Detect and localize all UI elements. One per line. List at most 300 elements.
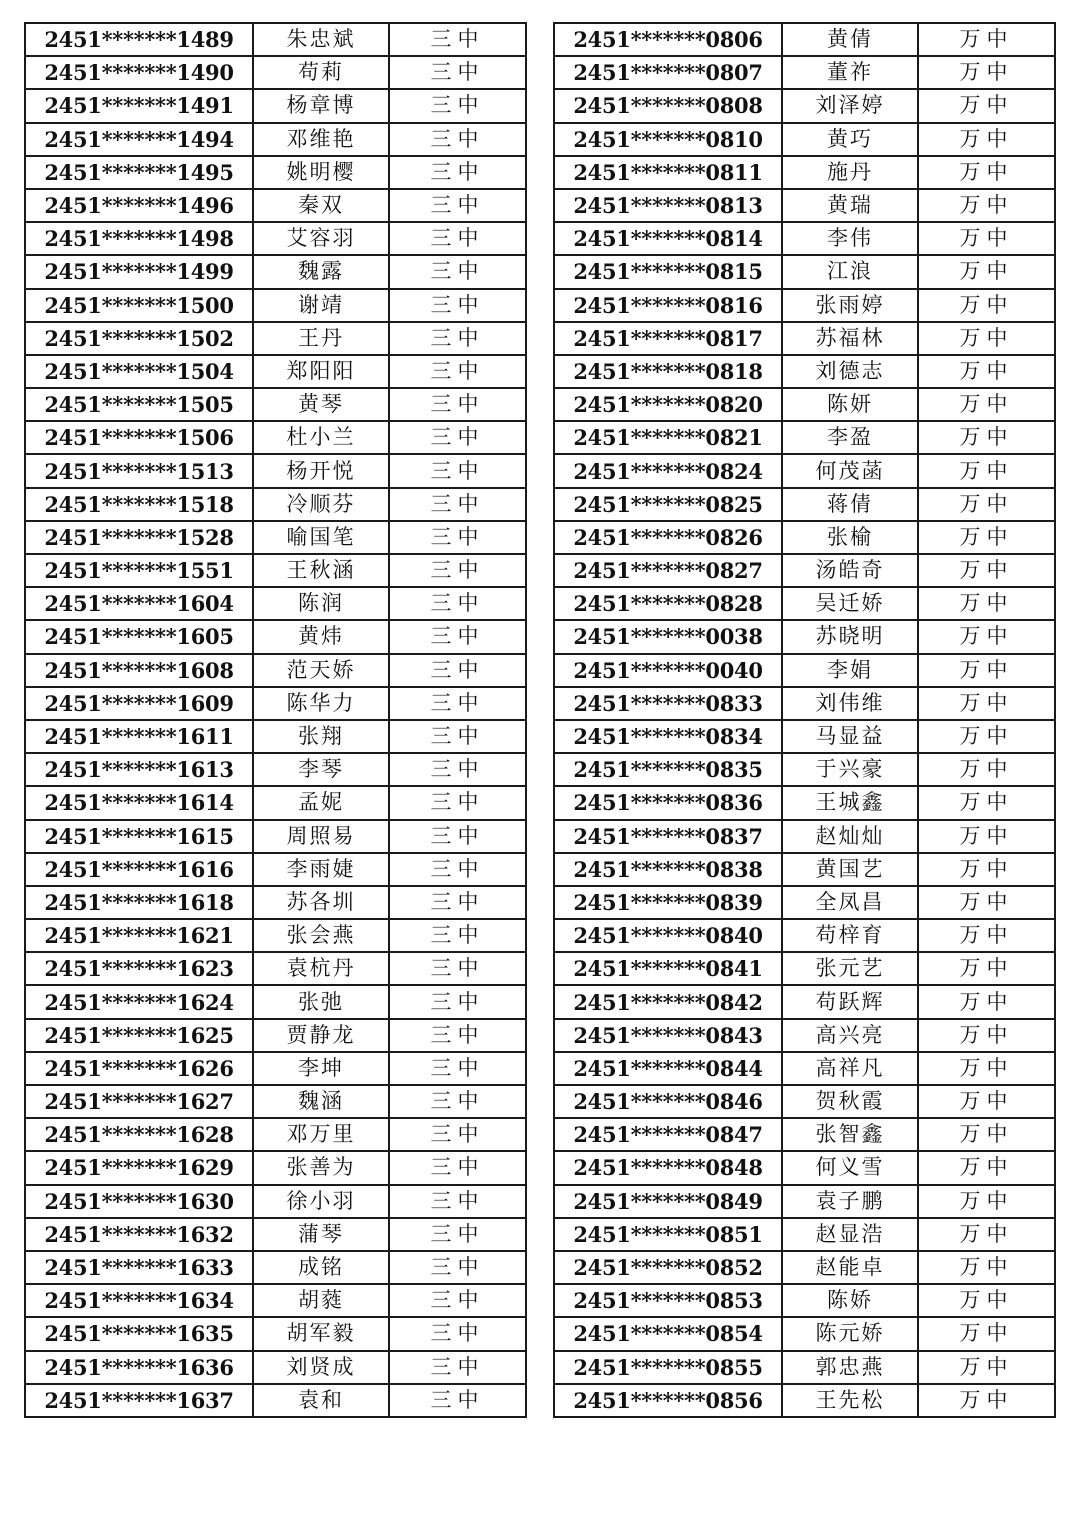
student-name-cell: 李娟 bbox=[782, 654, 918, 687]
exam-id-cell: 2451*******0838 bbox=[554, 853, 782, 886]
school-cell: 万中 bbox=[918, 23, 1055, 56]
exam-id-cell: 2451*******0821 bbox=[554, 421, 782, 454]
table-row bbox=[25, 753, 526, 786]
school-cell: 三中 bbox=[389, 820, 526, 853]
student-name-cell: 黄瑞 bbox=[782, 189, 918, 222]
table-row bbox=[554, 454, 1055, 487]
school-cell: 三中 bbox=[389, 1251, 526, 1284]
school-cell: 万中 bbox=[918, 289, 1055, 322]
exam-id-cell: 2451*******0835 bbox=[554, 753, 782, 786]
student-name-cell: 谢靖 bbox=[253, 289, 389, 322]
student-name-cell: 张雨婷 bbox=[782, 289, 918, 322]
exam-id-cell: 2451*******0856 bbox=[554, 1384, 782, 1417]
table-row bbox=[554, 56, 1055, 89]
student-name-cell: 吴迁娇 bbox=[782, 587, 918, 620]
student-name-cell: 张善为 bbox=[253, 1151, 389, 1184]
school-cell: 万中 bbox=[918, 720, 1055, 753]
exam-id-cell: 2451*******0810 bbox=[554, 123, 782, 156]
table-row bbox=[25, 1284, 526, 1317]
table-row bbox=[554, 786, 1055, 819]
school-cell: 万中 bbox=[918, 1118, 1055, 1151]
school-cell: 万中 bbox=[918, 554, 1055, 587]
table-row bbox=[25, 886, 526, 919]
school-cell: 万中 bbox=[918, 853, 1055, 886]
table-row bbox=[554, 886, 1055, 919]
student-name-cell: 郭忠燕 bbox=[782, 1351, 918, 1384]
table-row bbox=[554, 587, 1055, 620]
table-row bbox=[554, 488, 1055, 521]
student-name-cell: 李伟 bbox=[782, 222, 918, 255]
table-row bbox=[554, 1185, 1055, 1218]
student-name-cell: 何茂菡 bbox=[782, 454, 918, 487]
school-cell: 三中 bbox=[389, 620, 526, 653]
student-name-cell: 高兴亮 bbox=[782, 1019, 918, 1052]
exam-id-cell: 2451*******1504 bbox=[25, 355, 253, 388]
exam-id-cell: 2451*******0855 bbox=[554, 1351, 782, 1384]
school-cell: 三中 bbox=[389, 289, 526, 322]
school-cell: 万中 bbox=[918, 919, 1055, 952]
school-cell: 三中 bbox=[389, 89, 526, 122]
exam-id-cell: 2451*******0842 bbox=[554, 985, 782, 1018]
student-name-cell: 董祚 bbox=[782, 56, 918, 89]
student-name-cell: 冷顺芬 bbox=[253, 488, 389, 521]
table-row bbox=[25, 820, 526, 853]
school-cell: 万中 bbox=[918, 222, 1055, 255]
school-cell: 三中 bbox=[389, 1384, 526, 1417]
exam-id-cell: 2451*******0827 bbox=[554, 554, 782, 587]
student-name-cell: 张元艺 bbox=[782, 952, 918, 985]
table-row bbox=[554, 521, 1055, 554]
school-cell: 三中 bbox=[389, 554, 526, 587]
school-cell: 万中 bbox=[918, 123, 1055, 156]
table-row bbox=[25, 1251, 526, 1284]
exam-id-cell: 2451*******0837 bbox=[554, 820, 782, 853]
student-name-cell: 魏涵 bbox=[253, 1085, 389, 1118]
student-name-cell: 王丹 bbox=[253, 322, 389, 355]
student-name-cell: 袁子鹏 bbox=[782, 1185, 918, 1218]
student-name-cell: 苟跃辉 bbox=[782, 985, 918, 1018]
table-row bbox=[25, 355, 526, 388]
student-name-cell: 刘贤成 bbox=[253, 1351, 389, 1384]
school-cell: 三中 bbox=[389, 1284, 526, 1317]
student-name-cell: 陈润 bbox=[253, 587, 389, 620]
student-name-cell: 朱忠斌 bbox=[253, 23, 389, 56]
table-row bbox=[25, 23, 526, 56]
school-cell: 三中 bbox=[389, 1052, 526, 1085]
student-name-cell: 刘德志 bbox=[782, 355, 918, 388]
exam-id-cell: 2451*******0817 bbox=[554, 322, 782, 355]
school-cell: 三中 bbox=[389, 1185, 526, 1218]
student-name-cell: 蒋倩 bbox=[782, 488, 918, 521]
student-name-cell: 于兴豪 bbox=[782, 753, 918, 786]
exam-id-cell: 2451*******1505 bbox=[25, 388, 253, 421]
school-cell: 万中 bbox=[918, 1085, 1055, 1118]
school-cell: 万中 bbox=[918, 521, 1055, 554]
school-cell: 三中 bbox=[389, 1218, 526, 1251]
table-row bbox=[25, 56, 526, 89]
school-cell: 三中 bbox=[389, 919, 526, 952]
student-name-cell: 张翔 bbox=[253, 720, 389, 753]
school-cell: 万中 bbox=[918, 488, 1055, 521]
table-row bbox=[554, 1151, 1055, 1184]
exam-id-cell: 2451*******0839 bbox=[554, 886, 782, 919]
table-row bbox=[25, 1317, 526, 1350]
school-cell: 万中 bbox=[918, 421, 1055, 454]
table-row bbox=[554, 289, 1055, 322]
student-name-cell: 黄炜 bbox=[253, 620, 389, 653]
school-cell: 三中 bbox=[389, 1151, 526, 1184]
exam-id-cell: 2451*******0846 bbox=[554, 1085, 782, 1118]
school-cell: 三中 bbox=[389, 488, 526, 521]
exam-id-cell: 2451*******1494 bbox=[25, 123, 253, 156]
table-row bbox=[25, 123, 526, 156]
exam-id-cell: 2451*******1489 bbox=[25, 23, 253, 56]
school-cell: 万中 bbox=[918, 1251, 1055, 1284]
student-name-cell: 孟妮 bbox=[253, 786, 389, 819]
school-cell: 三中 bbox=[389, 189, 526, 222]
table-row bbox=[554, 720, 1055, 753]
exam-id-cell: 2451*******1624 bbox=[25, 985, 253, 1018]
exam-id-cell: 2451*******1634 bbox=[25, 1284, 253, 1317]
student-name-cell: 贾静龙 bbox=[253, 1019, 389, 1052]
exam-id-cell: 2451*******0853 bbox=[554, 1284, 782, 1317]
student-name-cell: 黄倩 bbox=[782, 23, 918, 56]
school-cell: 三中 bbox=[389, 1317, 526, 1350]
student-name-cell: 范天娇 bbox=[253, 654, 389, 687]
table-row bbox=[25, 1085, 526, 1118]
right-table-body bbox=[554, 23, 1055, 1417]
table-row bbox=[554, 1284, 1055, 1317]
table-row bbox=[25, 89, 526, 122]
student-name-cell: 苏晓明 bbox=[782, 620, 918, 653]
student-name-cell: 张榆 bbox=[782, 521, 918, 554]
table-row bbox=[554, 388, 1055, 421]
table-row bbox=[554, 322, 1055, 355]
table-row bbox=[25, 222, 526, 255]
student-name-cell: 郑阳阳 bbox=[253, 355, 389, 388]
student-name-cell: 蒲琴 bbox=[253, 1218, 389, 1251]
school-cell: 三中 bbox=[389, 322, 526, 355]
student-name-cell: 马显益 bbox=[782, 720, 918, 753]
exam-id-cell: 2451*******1626 bbox=[25, 1052, 253, 1085]
student-name-cell: 江浪 bbox=[782, 255, 918, 288]
exam-id-cell: 2451*******0841 bbox=[554, 952, 782, 985]
table-row bbox=[554, 123, 1055, 156]
table-row bbox=[554, 820, 1055, 853]
table-row bbox=[25, 521, 526, 554]
exam-id-cell: 2451*******1528 bbox=[25, 521, 253, 554]
exam-id-cell: 2451*******1495 bbox=[25, 156, 253, 189]
school-cell: 三中 bbox=[389, 222, 526, 255]
exam-id-cell: 2451*******1637 bbox=[25, 1384, 253, 1417]
exam-id-cell: 2451*******1623 bbox=[25, 952, 253, 985]
table-row bbox=[25, 421, 526, 454]
student-name-cell: 王城鑫 bbox=[782, 786, 918, 819]
exam-id-cell: 2451*******1635 bbox=[25, 1317, 253, 1350]
table-row bbox=[554, 89, 1055, 122]
student-name-cell: 黄国艺 bbox=[782, 853, 918, 886]
school-cell: 三中 bbox=[389, 720, 526, 753]
school-cell: 三中 bbox=[389, 1118, 526, 1151]
table-row bbox=[554, 156, 1055, 189]
school-cell: 三中 bbox=[389, 753, 526, 786]
exam-id-cell: 2451*******1614 bbox=[25, 786, 253, 819]
table-row bbox=[25, 388, 526, 421]
exam-id-cell: 2451*******0038 bbox=[554, 620, 782, 653]
table-row bbox=[554, 1085, 1055, 1118]
school-cell: 三中 bbox=[389, 1085, 526, 1118]
student-name-cell: 高祥凡 bbox=[782, 1052, 918, 1085]
student-name-cell: 李琴 bbox=[253, 753, 389, 786]
student-name-cell: 苏福林 bbox=[782, 322, 918, 355]
table-row bbox=[554, 753, 1055, 786]
student-name-cell: 陈华力 bbox=[253, 687, 389, 720]
table-row bbox=[25, 919, 526, 952]
exam-id-cell: 2451*******1618 bbox=[25, 886, 253, 919]
table-row bbox=[554, 1251, 1055, 1284]
school-cell: 万中 bbox=[918, 189, 1055, 222]
table-row bbox=[25, 189, 526, 222]
exam-id-cell: 2451*******1608 bbox=[25, 654, 253, 687]
school-cell: 三中 bbox=[389, 421, 526, 454]
student-name-cell: 苟莉 bbox=[253, 56, 389, 89]
school-cell: 万中 bbox=[918, 1317, 1055, 1350]
exam-id-cell: 2451*******1633 bbox=[25, 1251, 253, 1284]
exam-id-cell: 2451*******1630 bbox=[25, 1185, 253, 1218]
exam-id-cell: 2451*******0833 bbox=[554, 687, 782, 720]
school-cell: 三中 bbox=[389, 56, 526, 89]
school-cell: 万中 bbox=[918, 355, 1055, 388]
exam-id-cell: 2451*******1498 bbox=[25, 222, 253, 255]
school-cell: 万中 bbox=[918, 886, 1055, 919]
table-row bbox=[25, 1019, 526, 1052]
school-cell: 万中 bbox=[918, 786, 1055, 819]
exam-id-cell: 2451*******1613 bbox=[25, 753, 253, 786]
school-cell: 万中 bbox=[918, 985, 1055, 1018]
student-name-cell: 成铭 bbox=[253, 1251, 389, 1284]
student-name-cell: 胡蕤 bbox=[253, 1284, 389, 1317]
table-row bbox=[25, 786, 526, 819]
student-name-cell: 袁杭丹 bbox=[253, 952, 389, 985]
school-cell: 万中 bbox=[918, 820, 1055, 853]
student-name-cell: 苏各圳 bbox=[253, 886, 389, 919]
student-name-cell: 邓万里 bbox=[253, 1118, 389, 1151]
table-row bbox=[25, 1118, 526, 1151]
school-cell: 万中 bbox=[918, 753, 1055, 786]
table-row bbox=[25, 1351, 526, 1384]
school-cell: 万中 bbox=[918, 1351, 1055, 1384]
table-row bbox=[25, 853, 526, 886]
exam-id-cell: 2451*******0843 bbox=[554, 1019, 782, 1052]
table-row bbox=[25, 1185, 526, 1218]
table-row bbox=[25, 454, 526, 487]
school-cell: 万中 bbox=[918, 654, 1055, 687]
student-name-cell: 秦双 bbox=[253, 189, 389, 222]
exam-id-cell: 2451*******1490 bbox=[25, 56, 253, 89]
student-name-cell: 全凤昌 bbox=[782, 886, 918, 919]
student-name-cell: 施丹 bbox=[782, 156, 918, 189]
exam-id-cell: 2451*******1616 bbox=[25, 853, 253, 886]
school-cell: 三中 bbox=[389, 23, 526, 56]
student-name-cell: 李雨婕 bbox=[253, 853, 389, 886]
table-row bbox=[25, 554, 526, 587]
student-name-cell: 汤皓奇 bbox=[782, 554, 918, 587]
table-row bbox=[554, 222, 1055, 255]
table-row bbox=[25, 289, 526, 322]
exam-id-cell: 2451*******1518 bbox=[25, 488, 253, 521]
school-cell: 万中 bbox=[918, 1185, 1055, 1218]
table-row bbox=[554, 687, 1055, 720]
exam-id-cell: 2451*******0806 bbox=[554, 23, 782, 56]
school-cell: 三中 bbox=[389, 388, 526, 421]
table-row bbox=[554, 255, 1055, 288]
table-row bbox=[25, 654, 526, 687]
exam-id-cell: 2451*******0040 bbox=[554, 654, 782, 687]
exam-id-cell: 2451*******1496 bbox=[25, 189, 253, 222]
exam-id-cell: 2451*******1502 bbox=[25, 322, 253, 355]
school-cell: 万中 bbox=[918, 952, 1055, 985]
student-name-cell: 邓维艳 bbox=[253, 123, 389, 156]
exam-id-cell: 2451*******0844 bbox=[554, 1052, 782, 1085]
exam-id-cell: 2451*******1629 bbox=[25, 1151, 253, 1184]
table-row bbox=[25, 687, 526, 720]
table-row bbox=[25, 587, 526, 620]
exam-id-cell: 2451*******1500 bbox=[25, 289, 253, 322]
exam-id-cell: 2451*******1632 bbox=[25, 1218, 253, 1251]
exam-id-cell: 2451*******0852 bbox=[554, 1251, 782, 1284]
table-row bbox=[25, 1384, 526, 1417]
exam-id-cell: 2451*******0840 bbox=[554, 919, 782, 952]
table-row bbox=[554, 1118, 1055, 1151]
table-row bbox=[25, 985, 526, 1018]
student-name-cell: 姚明樱 bbox=[253, 156, 389, 189]
table-row bbox=[554, 985, 1055, 1018]
school-cell: 三中 bbox=[389, 355, 526, 388]
school-cell: 万中 bbox=[918, 156, 1055, 189]
left-table-body bbox=[25, 23, 526, 1417]
student-name-cell: 张会燕 bbox=[253, 919, 389, 952]
exam-id-cell: 2451*******1621 bbox=[25, 919, 253, 952]
exam-id-cell: 2451*******0818 bbox=[554, 355, 782, 388]
exam-id-cell: 2451*******0807 bbox=[554, 56, 782, 89]
table-row bbox=[554, 355, 1055, 388]
student-name-cell: 王先松 bbox=[782, 1384, 918, 1417]
exam-id-cell: 2451*******1605 bbox=[25, 620, 253, 653]
student-name-cell: 周照易 bbox=[253, 820, 389, 853]
school-cell: 三中 bbox=[389, 886, 526, 919]
right-student-table bbox=[553, 22, 1056, 1418]
school-cell: 万中 bbox=[918, 1384, 1055, 1417]
student-name-cell: 刘伟维 bbox=[782, 687, 918, 720]
exam-id-cell: 2451*******1604 bbox=[25, 587, 253, 620]
school-cell: 三中 bbox=[389, 952, 526, 985]
exam-id-cell: 2451*******1611 bbox=[25, 720, 253, 753]
student-name-cell: 张弛 bbox=[253, 985, 389, 1018]
exam-id-cell: 2451*******0851 bbox=[554, 1218, 782, 1251]
table-row bbox=[554, 554, 1055, 587]
school-cell: 万中 bbox=[918, 1151, 1055, 1184]
exam-id-cell: 2451*******1636 bbox=[25, 1351, 253, 1384]
table-row bbox=[25, 1052, 526, 1085]
table-row bbox=[25, 1218, 526, 1251]
student-name-cell: 杨章博 bbox=[253, 89, 389, 122]
student-name-cell: 魏露 bbox=[253, 255, 389, 288]
student-name-cell: 杜小兰 bbox=[253, 421, 389, 454]
exam-id-cell: 2451*******1625 bbox=[25, 1019, 253, 1052]
school-cell: 万中 bbox=[918, 1284, 1055, 1317]
school-cell: 万中 bbox=[918, 89, 1055, 122]
school-cell: 万中 bbox=[918, 1019, 1055, 1052]
school-cell: 三中 bbox=[389, 786, 526, 819]
student-name-cell: 黄琴 bbox=[253, 388, 389, 421]
table-row bbox=[554, 1384, 1055, 1417]
exam-id-cell: 2451*******0847 bbox=[554, 1118, 782, 1151]
school-cell: 万中 bbox=[918, 620, 1055, 653]
school-cell: 万中 bbox=[918, 322, 1055, 355]
table-row bbox=[25, 1151, 526, 1184]
school-cell: 三中 bbox=[389, 587, 526, 620]
school-cell: 万中 bbox=[918, 56, 1055, 89]
school-cell: 万中 bbox=[918, 1218, 1055, 1251]
exam-id-cell: 2451*******0816 bbox=[554, 289, 782, 322]
student-name-cell: 徐小羽 bbox=[253, 1185, 389, 1218]
student-name-cell: 王秋涵 bbox=[253, 554, 389, 587]
school-cell: 万中 bbox=[918, 255, 1055, 288]
school-cell: 三中 bbox=[389, 654, 526, 687]
exam-id-cell: 2451*******1615 bbox=[25, 820, 253, 853]
school-cell: 万中 bbox=[918, 587, 1055, 620]
table-row bbox=[25, 255, 526, 288]
table-row bbox=[25, 156, 526, 189]
exam-id-cell: 2451*******1551 bbox=[25, 554, 253, 587]
table-row bbox=[25, 620, 526, 653]
school-cell: 三中 bbox=[389, 255, 526, 288]
table-row bbox=[554, 654, 1055, 687]
student-name-cell: 袁和 bbox=[253, 1384, 389, 1417]
table-row bbox=[554, 189, 1055, 222]
student-name-cell: 陈娇 bbox=[782, 1284, 918, 1317]
school-cell: 万中 bbox=[918, 687, 1055, 720]
exam-id-cell: 2451*******0848 bbox=[554, 1151, 782, 1184]
student-name-cell: 赵能卓 bbox=[782, 1251, 918, 1284]
table-row bbox=[25, 952, 526, 985]
student-name-cell: 杨开悦 bbox=[253, 454, 389, 487]
table-row bbox=[554, 23, 1055, 56]
exam-id-cell: 2451*******1628 bbox=[25, 1118, 253, 1151]
table-row bbox=[554, 1052, 1055, 1085]
exam-id-cell: 2451*******0814 bbox=[554, 222, 782, 255]
exam-id-cell: 2451*******1491 bbox=[25, 89, 253, 122]
exam-id-cell: 2451*******1627 bbox=[25, 1085, 253, 1118]
table-row bbox=[25, 720, 526, 753]
exam-id-cell: 2451*******0826 bbox=[554, 521, 782, 554]
school-cell: 三中 bbox=[389, 521, 526, 554]
student-name-cell: 胡军毅 bbox=[253, 1317, 389, 1350]
exam-id-cell: 2451*******0811 bbox=[554, 156, 782, 189]
school-cell: 三中 bbox=[389, 123, 526, 156]
table-row bbox=[25, 488, 526, 521]
student-name-cell: 陈妍 bbox=[782, 388, 918, 421]
student-name-cell: 喻国笔 bbox=[253, 521, 389, 554]
left-student-table bbox=[24, 22, 527, 1418]
school-cell: 三中 bbox=[389, 853, 526, 886]
school-cell: 三中 bbox=[389, 156, 526, 189]
exam-id-cell: 2451*******0824 bbox=[554, 454, 782, 487]
table-row bbox=[25, 322, 526, 355]
table-row bbox=[554, 853, 1055, 886]
table-row bbox=[554, 919, 1055, 952]
school-cell: 三中 bbox=[389, 454, 526, 487]
